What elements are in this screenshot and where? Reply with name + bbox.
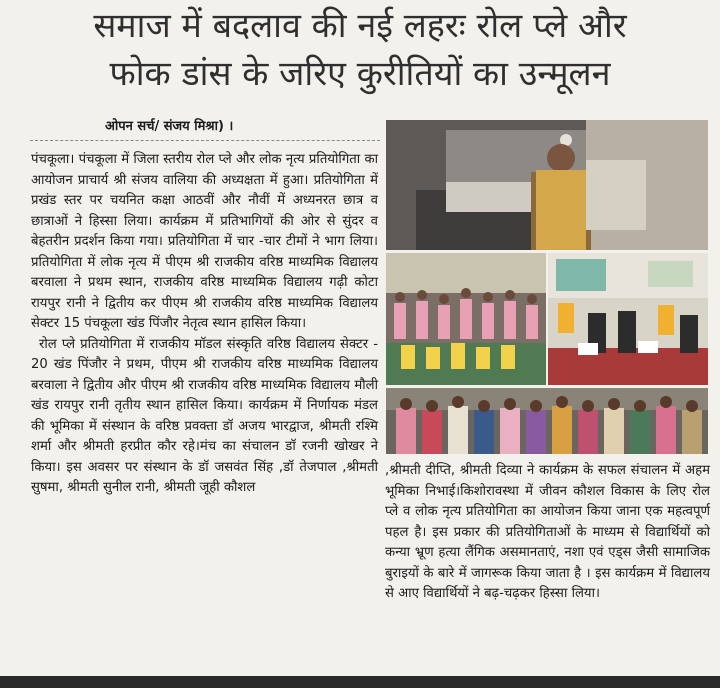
photo-students-seated — [548, 253, 708, 385]
article-right-column — [385, 461, 710, 605]
article-paragraph-1: पंचकूला। पंचकूला में जिला स्तरीय रोल प्ले और लोक नृत्य प्रतियोगिता का आयोजन प्राचार्य श्री संजय वालिया की अध्यक्षता में हुआ। प्रतियोगिता में प्रखंड स्तर पर चयनित कक्षा आठवीं और नौवीं में अध्यनरत छात्र व छात्राओं ने हिस्सा लिया। कार्यक्रम में प्रतिभागियों की ओर से सुंदर व बेहतरीन प्रदर्शन किया गया। प्रतियोगिता में चार -चार टीमों ने भाग लिया। प्रतियोगिता में लोक नृत्य में पीएम श्री राजकीय वरिष्ठ माध्यमिक विद्यालय बरवाला ने प्रथम स्थान, राजकीय वरिष्ठ माध्यमिक विद्यालय गढ़ी कोटा रायपुर रानी ने द्वितीय कर पीएम श्री राजकीय वरिष्ठ माध्यमिक विद्यालय सेक्टर 15 पंचकूला खंड पिंजौर नेतृत्व स्थान हासिल किया। — [31, 152, 378, 331]
article-paragraph-2: रोल प्ले प्रतियोगिता में राजकीय मॉडल संस्कृति वरिष्ठ विद्यालय सेक्टर - 20 खंड पिंजौर ने प्रथम, पीएम श्री राजकीय वरिष्ठ माध्यमिक विद्यालय बरवाला ने द्वितीय और पीएम श्री राजकीय वरिष्ठ माध्यमिक विद्यालय मौली खंड रायपुर रानी तृतीय स्थान हासिल किया। कार्यक्रम में निर्णायक मंडल की भूमिका में संस्थान के वरिष्ठ प्रवक्ता डॉ अजय भारद्वाज, श्रीमती रश्मि शर्मा और श्रीमती हरप्रीत कौर रहे।मंच का संचालन डॉ रजनी खोखर ने किया। इस अवसर पर संस्थान के डॉ जसवंत सिंह ,डॉ तेजपाल ,श्रीमती सुषमा, श्रीमती सुनील रानी, श्रीमती जूही कौशल — [31, 336, 378, 495]
headline-line-1: समाज में बदलाव की नई लहरः रोल प्ले और — [93, 6, 627, 46]
photo-speaker-at-podium — [386, 120, 708, 250]
divider — [30, 140, 380, 141]
byline: ओपन सर्च/ संजय मिश्रा) । — [105, 119, 234, 134]
article-paragraph-3: ,श्रीमती दीप्ति, श्रीमती दिव्या ने कार्यक्रम के सफल संचालन में अहम भूमिका निभाई।किशोरावस्था में जीवन कौशल विकास के लिए रोल प्ले व लोक नृत्य प्रतियोगिता का आयोजन किया जाना एक महत्वपूर्ण पहल है। इस प्रकार की प्रतियोगिताओं के माध्यम से विद्यार्थियों को कन्या भ्रूण हत्या लैंगिक असमानताएं, नशा एवं एड्स जैसी सामाजिक बुराइयों के बारे में जागरूक किया जाता है । इस कार्यक्रम में विद्यालय से आए विद्यार्थियों ने बढ़-चढ़कर हिस्सा लिया। — [385, 463, 710, 601]
photo-staff-group — [386, 388, 708, 454]
bottom-edge — [0, 676, 720, 688]
photo-folk-dance-group — [386, 253, 546, 385]
article-left-column — [31, 150, 378, 499]
headline-line-2: फोक डांस के जरिए कुरीतियों का उन्मूलन — [109, 54, 611, 94]
